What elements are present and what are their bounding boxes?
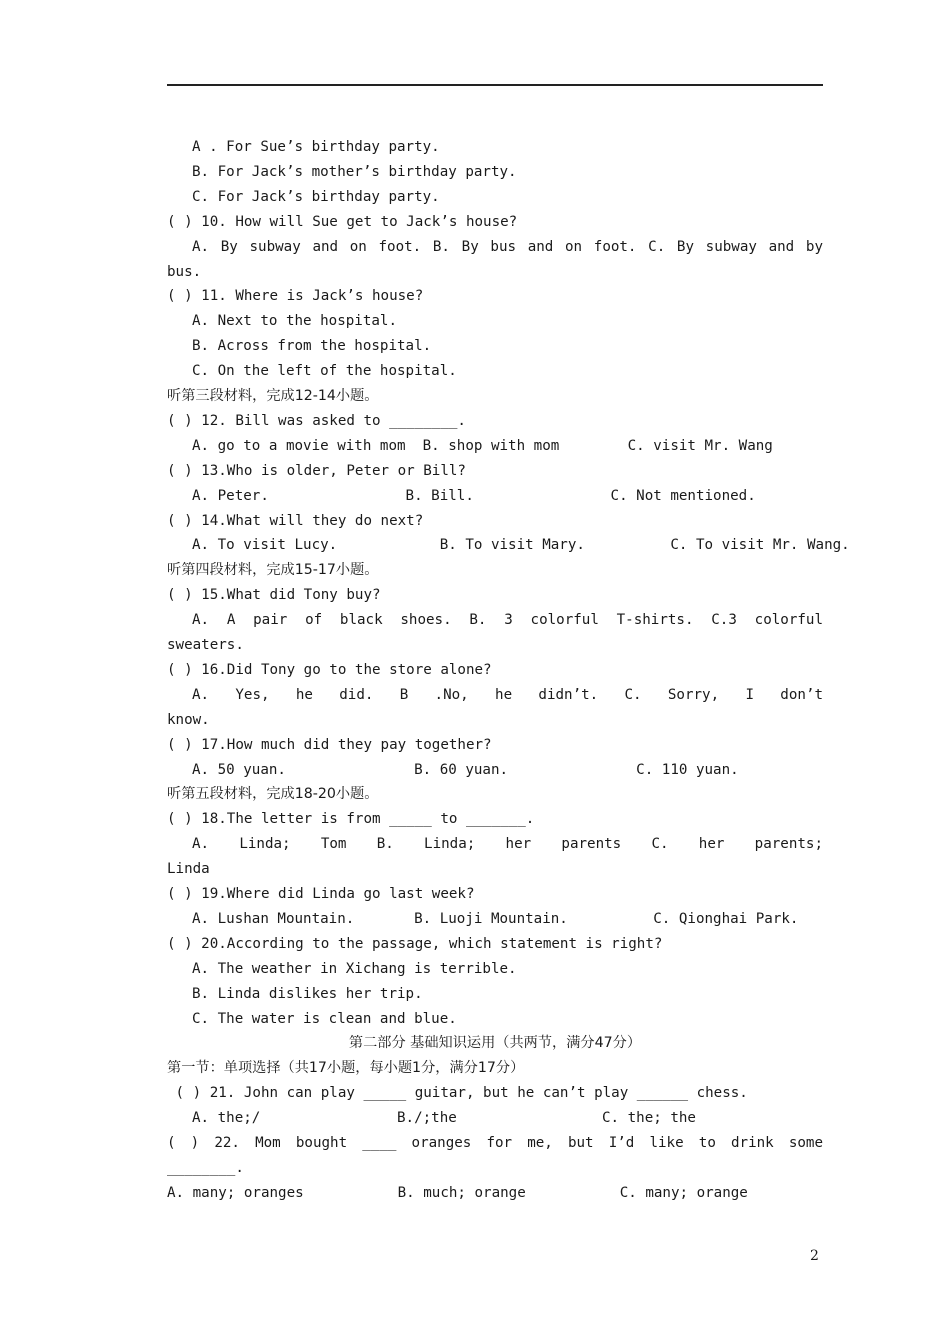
document-line: know. — [167, 711, 210, 728]
page-number: 2 — [810, 1248, 819, 1264]
section-heading: 第二部分 基础知识运用（共两节，满分47分） — [348, 1035, 642, 1052]
document-line: ( ) 14.What will they do next? — [167, 512, 424, 529]
document-line: A . For Sue’s birthday party. — [192, 139, 440, 155]
document-line: A. Linda; Tom B. Linda; her parents C. her parents; — [192, 836, 823, 853]
document-line: A. A pair of black shoes. B. 3 colorful T-shirts. C.3 colorful — [192, 612, 823, 629]
document-line: A. many; oranges B. much; orange C. many; orange — [167, 1184, 748, 1201]
document-line: A. By subway and on foot. B. By bus and on foot. C. By subway and by — [192, 238, 823, 255]
section-instruction: 听第四段材料，完成15-17小题。 — [167, 562, 379, 579]
document-line: A. Yes, he did. B .No, he didn’t. C. Sorry, I don’t — [192, 686, 823, 703]
document-line: C. The water is clean and blue. — [192, 1010, 457, 1027]
document-line: B. Across from the hospital. — [192, 338, 432, 355]
document-line: ________. — [167, 1159, 244, 1176]
document-line: ( ) 17.How much did they pay together? — [167, 736, 492, 753]
document-line: A. 50 yuan. B. 60 yuan. C. 110 yuan. — [192, 761, 739, 778]
document-line: A. Next to the hospital. — [192, 313, 397, 330]
document-line: ( ) 19.Where did Linda go last week? — [167, 886, 475, 902]
document-line: ( ) 15.What did Tony buy? — [167, 587, 381, 604]
document-line: ( ) 10. How will Sue get to Jack’s house? — [167, 213, 518, 230]
document-line: A. the;/ B./;the C. the; the — [192, 1110, 696, 1127]
document-line: Linda — [167, 861, 210, 878]
document-line: C. For Jack’s birthday party. — [192, 188, 440, 205]
section-instruction: 第一节：单项选择（共17小题，每小题1分，满分17分） — [167, 1060, 525, 1077]
document-line: ( ) 21. John can play _____ guitar, but he can’t play ______ chess. — [167, 1085, 748, 1102]
document-line: ( ) 11. Where is Jack’s house? — [167, 288, 424, 305]
document-line: A. Lushan Mountain. B. Luoji Mountain. C. Qionghai Park. — [192, 910, 799, 927]
document-line: ( ) 13.Who is older, Peter or Bill? — [167, 462, 466, 479]
document-line: sweaters. — [167, 637, 244, 653]
document-line: A. To visit Lucy. B. To visit Mary. C. To visit Mr. Wang. — [192, 537, 850, 554]
document-line: A. The weather in Xichang is terrible. — [192, 960, 517, 977]
document-line: ( ) 20.According to the passage, which statement is right? — [167, 935, 663, 952]
document-line: ( ) 12. Bill was asked to ________. — [167, 412, 466, 429]
document-line: ( ) 18.The letter is from _____ to _______. — [167, 811, 535, 828]
document-line: A. Peter. B. Bill. C. Not mentioned. — [192, 487, 756, 504]
document-line: ( ) 16.Did Tony go to the store alone? — [167, 661, 492, 678]
document-line: B. Linda dislikes her trip. — [192, 985, 423, 1002]
document-line: A. go to a movie with mom B. shop with mom C. visit Mr. Wang — [192, 437, 773, 454]
section-instruction: 听第五段材料，完成18-20小题。 — [167, 786, 379, 803]
header-rule — [167, 84, 823, 86]
section-instruction: 听第三段材料，完成12-14小题。 — [167, 388, 379, 404]
document-line: bus. — [167, 263, 202, 280]
document-line: C. On the left of the hospital. — [192, 363, 457, 380]
document-line: ( ) 22. Mom bought ____ oranges for me, but I’d like to drink some — [167, 1135, 823, 1151]
document-line: B. For Jack’s mother’s birthday party. — [192, 163, 517, 180]
